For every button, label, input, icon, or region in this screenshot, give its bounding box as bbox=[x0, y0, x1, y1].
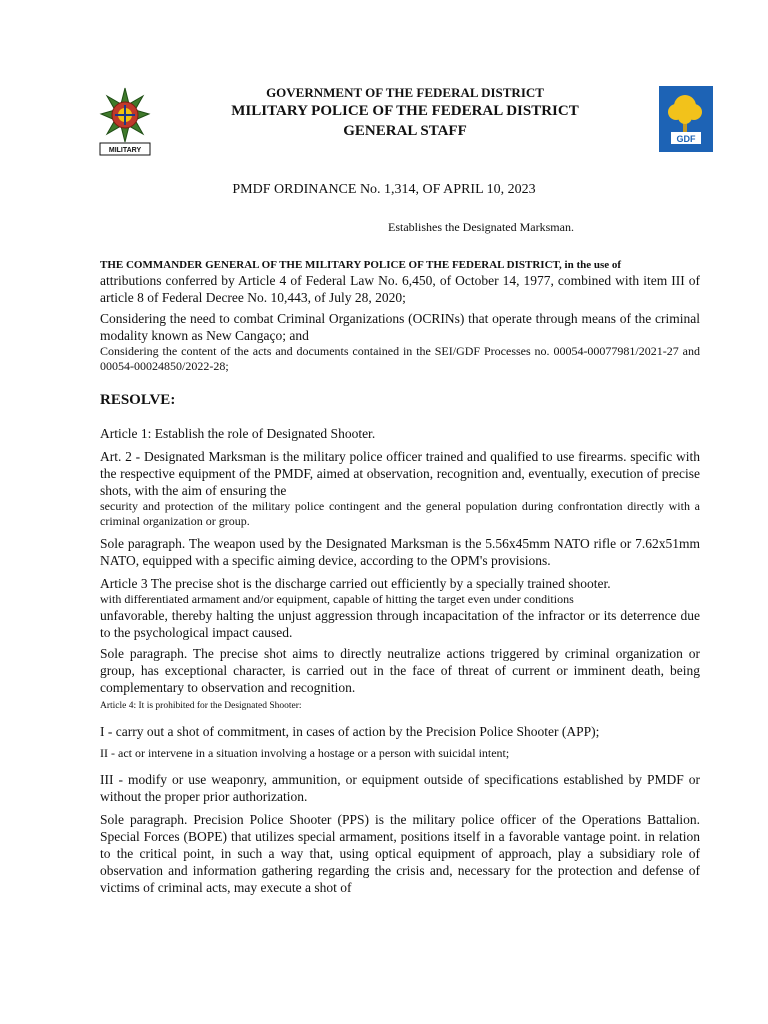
article-2-continued: security and protection of the military police contingent and the general population during confrontation directly with a criminal organization or group. bbox=[100, 499, 700, 528]
resolve-heading: RESOLVE: bbox=[100, 392, 176, 408]
article-4-item-3: III - modify or use weaponry, ammunition, or equipment outside of specifications established by PMDF or without the proper prior authorization. bbox=[100, 772, 700, 804]
article-4-item-2: II - act or intervene in a situation involving a hostage or a person with suicidal intent; bbox=[100, 746, 510, 760]
ordinance-title: PMDF ORDINANCE No. 1,314, OF APRIL 10, 2023 bbox=[232, 182, 536, 197]
header-government: GOVERNMENT OF THE FEDERAL DISTRICT bbox=[266, 85, 544, 100]
preamble-bold: THE COMMANDER GENERAL OF THE MILITARY POLICE OF THE FEDERAL DISTRICT, bbox=[100, 259, 562, 271]
article-3-continued: with differentiated armament and/or equipment, capable of hitting the target even under conditions bbox=[100, 592, 574, 606]
preamble-considering-1: Considering the need to combat Criminal Organizations (OCRINs) that operate through means of the criminal modality known as New Cangaço; and bbox=[100, 311, 700, 343]
document-body bbox=[100, 258, 700, 896]
preamble-considering-2: Considering the content of the acts and documents contained in the SEI/GDF Processes no. 00054-00077981/2021-27 and 00054-00024850/2022-28; bbox=[100, 344, 700, 373]
article-3-continued-2: unfavorable, thereby halting the unjust aggression through incapacitation of the infractor or its deterrence due to the psychological impact caused. bbox=[100, 608, 700, 640]
document-header bbox=[150, 84, 660, 141]
gdf-label: GDF bbox=[676, 134, 696, 144]
article-1: Article 1: Establish the role of Designated Shooter. bbox=[100, 426, 376, 441]
article-2-sole-paragraph: Sole paragraph. The weapon used by the Designated Marksman is the 5.56x45mm NATO rifle or 7.62x51mm NATO, equipped with a specific aiming device, according to the OPM's provisions. bbox=[100, 536, 700, 568]
header-military-police: MILITARY POLICE OF THE FEDERAL DISTRICT bbox=[231, 103, 579, 119]
article-3-sole-paragraph: Sole paragraph. The precise shot aims to directly neutralize actions triggered by criminal organization or group, has exceptional character, is carried out in the face of threat of current or imminent death, being complementary to observation and recognition. bbox=[100, 646, 700, 695]
article-2: Art. 2 - Designated Marksman is the military police officer trained and qualified to use firearms. specific with the respective equipment of the PMDF, aimed at observation, recognition and, eventually, execution of precise shots, with the aim of ensuring the bbox=[100, 449, 700, 498]
gdf-logo-icon bbox=[659, 86, 713, 152]
preamble-rest: in the use of bbox=[561, 259, 622, 271]
header-general-staff: GENERAL STAFF bbox=[343, 123, 467, 139]
military-police-emblem-icon bbox=[99, 86, 151, 156]
ementa: Establishes the Designated Marksman. bbox=[388, 220, 574, 234]
article-4-sole-paragraph: Sole paragraph. Precision Police Shooter (PPS) is the military police officer of the Operations Battalion. Special Forces (BOPE) that utilizes special armament, positions itself in a favorable vantage point. in relation to the critical point, in such a way that, using optical equipment of approach, play a subsidiary role of observation and information gathering regarding the crisis and, necessary for the protection and defense of victims of criminal acts, may execute a shot of bbox=[100, 812, 700, 895]
preamble-heading bbox=[100, 258, 700, 272]
emblem-label: MILITARY bbox=[108, 147, 142, 154]
article-4: Article 4: It is prohibited for the Designated Shooter: bbox=[100, 701, 302, 711]
preamble-attributions: attributions conferred by Article 4 of Federal Law No. 6,450, of October 14, 1977, combined with item III of article 8 of Federal Decree No. 10,443, of July 28, 2020; bbox=[100, 273, 700, 305]
article-3: Article 3 The precise shot is the discharge carried out efficiently by a specially trained shooter. bbox=[100, 576, 611, 591]
article-4-item-1: I - carry out a shot of commitment, in cases of action by the Precision Police Shooter (APP); bbox=[100, 724, 600, 739]
